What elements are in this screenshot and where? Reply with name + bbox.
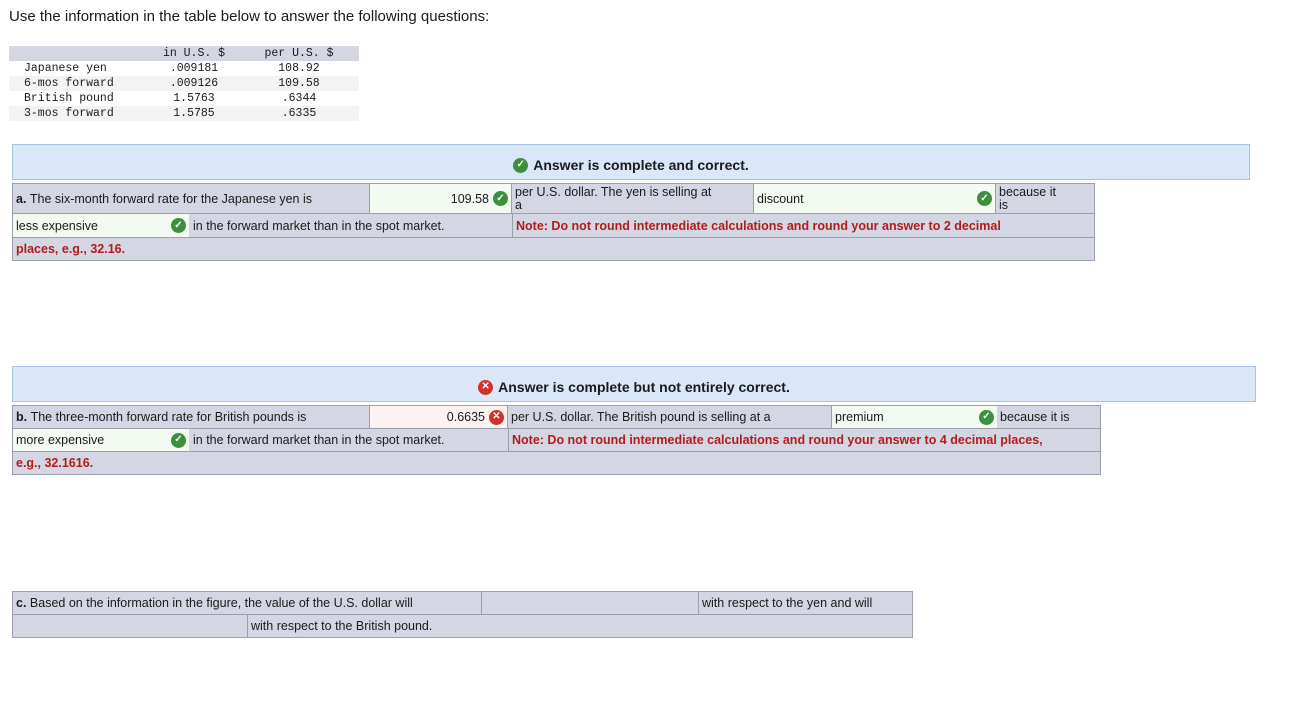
row-usd: .009126 bbox=[169, 77, 219, 90]
x-circle-icon: ✕ bbox=[478, 380, 493, 395]
table-row bbox=[9, 61, 359, 76]
dollar-yen-select[interactable] bbox=[481, 592, 698, 614]
question-a-row-3 bbox=[12, 238, 1095, 261]
selected-value: premium bbox=[835, 410, 884, 424]
check-circle-icon: ✓ bbox=[171, 218, 186, 233]
prompt-text: Based on the information in the figure, the value of the U.S. dollar will bbox=[29, 596, 413, 610]
row-per-usd: .6335 bbox=[281, 107, 317, 120]
row-label: Japanese yen bbox=[24, 62, 107, 75]
result-banner-correct bbox=[12, 144, 1250, 180]
selected-value: more expensive bbox=[16, 433, 105, 447]
check-circle-icon: ✓ bbox=[493, 191, 508, 206]
rounding-note-a-cont: places, e.g., 32.16. bbox=[16, 242, 126, 256]
row-per-usd: 108.92 bbox=[278, 62, 320, 75]
tail-text-a: in the forward market than in the spot market. bbox=[193, 218, 445, 233]
row-usd: 1.5785 bbox=[173, 107, 215, 120]
discount-premium-select-b[interactable] bbox=[831, 406, 997, 428]
table-row bbox=[9, 106, 359, 121]
check-circle-icon: ✓ bbox=[979, 410, 994, 425]
text-after-rate-b: per U.S. dollar. The British pound is selling at a bbox=[507, 406, 831, 428]
text-mid-c: with respect to the yen and will bbox=[698, 592, 912, 614]
question-c-prompt bbox=[13, 592, 481, 614]
row-usd: 1.5763 bbox=[173, 92, 215, 105]
dollar-pound-select[interactable] bbox=[13, 615, 247, 637]
selected-value: discount bbox=[757, 191, 804, 206]
check-circle-icon: ✓ bbox=[171, 433, 186, 448]
rounding-note-b: Note: Do not round intermediate calculations and round your answer to 4 decimal places, bbox=[508, 429, 1100, 451]
question-b-row-3 bbox=[12, 452, 1101, 475]
expensive-select-a[interactable] bbox=[13, 214, 189, 237]
after-rate-text: per U.S. dollar. The yen is selling at bbox=[515, 184, 712, 199]
rate-input-b[interactable] bbox=[369, 406, 507, 428]
expensive-select-b[interactable] bbox=[13, 429, 189, 451]
tail-text-c: with respect to the British pound. bbox=[247, 615, 912, 637]
after-select-text: is bbox=[999, 197, 1009, 212]
check-circle-icon: ✓ bbox=[977, 191, 992, 206]
result-banner-partial bbox=[12, 366, 1256, 402]
rate-value: 109.58 bbox=[450, 191, 489, 206]
table-header-row bbox=[9, 46, 359, 61]
text-after-rate-a bbox=[511, 184, 753, 213]
banner-text: Answer is complete but not entirely correct. bbox=[498, 379, 790, 395]
prompt-text: The three-month forward rate for British pounds is bbox=[30, 410, 307, 424]
table-row bbox=[9, 76, 359, 91]
question-a-prompt bbox=[13, 184, 369, 213]
discount-premium-select-a[interactable] bbox=[753, 184, 995, 213]
text-after-select-b: because it is bbox=[1000, 410, 1070, 424]
exchange-rates-table bbox=[9, 46, 359, 121]
question-b-row-2 bbox=[12, 429, 1101, 452]
after-rate-text: a bbox=[515, 197, 522, 212]
question-c-row-1 bbox=[12, 591, 913, 615]
row-label: 6-mos forward bbox=[24, 77, 114, 90]
banner-text: Answer is complete and correct. bbox=[533, 157, 749, 173]
row-per-usd: 109.58 bbox=[278, 77, 320, 90]
question-c-row-2 bbox=[12, 615, 913, 638]
prompt-text: The six-month forward rate for the Japanese yen is bbox=[29, 191, 313, 206]
tail-text-b: in the forward market than in the spot market. bbox=[193, 433, 445, 447]
question-a-row-2 bbox=[12, 214, 1095, 238]
question-letter: c. bbox=[16, 596, 27, 610]
row-usd: .009181 bbox=[169, 62, 219, 75]
question-b-row-1 bbox=[12, 405, 1101, 429]
table-row bbox=[9, 91, 359, 106]
instructions-text: Use the information in the table below to answer the following questions: bbox=[9, 8, 490, 25]
check-circle-icon: ✓ bbox=[513, 158, 528, 173]
header-in-usd: in U.S. $ bbox=[162, 47, 226, 60]
question-letter: b. bbox=[16, 410, 28, 424]
question-letter: a. bbox=[16, 191, 27, 206]
question-b-prompt bbox=[13, 406, 369, 428]
after-select-text: because it bbox=[999, 184, 1056, 199]
rounding-note-b-cont: e.g., 32.1616. bbox=[16, 456, 94, 470]
question-a-row-1 bbox=[12, 183, 1095, 214]
selected-value: less expensive bbox=[16, 218, 98, 233]
row-per-usd: .6344 bbox=[281, 92, 317, 105]
header-per-usd: per U.S. $ bbox=[264, 47, 334, 60]
row-label: British pound bbox=[24, 92, 114, 105]
row-label: 3-mos forward bbox=[24, 107, 114, 120]
text-after-select-a bbox=[995, 184, 1094, 213]
rate-value: 0.6635 bbox=[446, 410, 485, 424]
rounding-note-a: Note: Do not round intermediate calculations and round your answer to 2 decimal bbox=[512, 214, 1094, 237]
rate-input-a[interactable] bbox=[369, 184, 511, 213]
x-circle-icon: ✕ bbox=[489, 410, 504, 425]
